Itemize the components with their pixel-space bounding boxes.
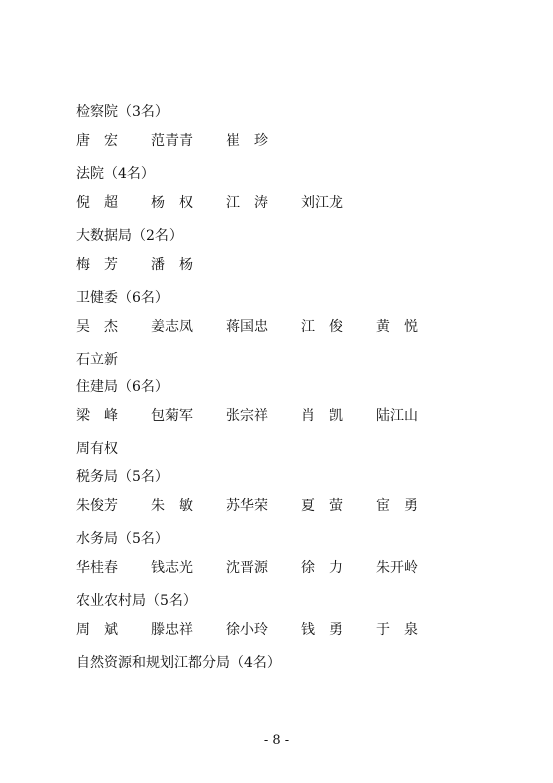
name-list xyxy=(76,559,451,577)
person-name: 于 泉 xyxy=(376,622,418,638)
name-row xyxy=(76,318,451,336)
person-name: 朱 敏 xyxy=(151,498,193,514)
section-shuiwuju-water xyxy=(76,530,451,592)
person-name: 蒋国忠 xyxy=(226,319,268,335)
name-list xyxy=(76,497,451,515)
person-name: 周 斌 xyxy=(76,622,118,638)
person-name: 苏华荣 xyxy=(226,498,268,514)
person-name: 朱开岭 xyxy=(376,560,418,576)
person-name: 潘 杨 xyxy=(151,257,193,273)
name-row xyxy=(76,194,376,212)
person-name: 杨 权 xyxy=(151,195,193,211)
person-name: 石立新 xyxy=(76,352,118,368)
section-weijianwei xyxy=(76,289,451,384)
person-name: 范青青 xyxy=(151,133,193,149)
person-name: 姜志凤 xyxy=(151,319,193,335)
name-row xyxy=(76,440,451,458)
name-row xyxy=(76,256,226,274)
section-fayuan xyxy=(76,165,376,227)
name-list xyxy=(76,318,451,369)
section-heading: 自然资源和规划江都分局（4名） xyxy=(76,655,281,671)
name-row xyxy=(76,132,301,150)
name-list xyxy=(76,132,301,150)
person-name: 华桂春 xyxy=(76,560,118,576)
section-ziranziyuan xyxy=(76,654,281,672)
person-name: 崔 珍 xyxy=(226,133,268,149)
person-name: 张宗祥 xyxy=(226,408,268,424)
person-name: 包菊军 xyxy=(151,408,193,424)
person-name: 徐小玲 xyxy=(226,622,268,638)
name-list xyxy=(76,194,376,212)
person-name: 江 俊 xyxy=(301,319,343,335)
section-nongyenongcunju xyxy=(76,592,451,654)
section-heading: 水务局（5名） xyxy=(76,531,169,547)
person-name: 倪 超 xyxy=(76,195,118,211)
person-name: 夏 萤 xyxy=(301,498,343,514)
name-list xyxy=(76,256,226,274)
person-name: 滕忠祥 xyxy=(151,622,193,638)
person-name: 徐 力 xyxy=(301,560,343,576)
person-name: 黄 悦 xyxy=(376,319,418,335)
name-row xyxy=(76,497,451,515)
person-name: 周有权 xyxy=(76,441,118,457)
person-name: 梅 芳 xyxy=(76,257,118,273)
name-row xyxy=(76,407,451,425)
person-name: 梁 峰 xyxy=(76,408,118,424)
person-name: 宦 勇 xyxy=(376,498,418,514)
section-heading: 检察院（3名） xyxy=(76,104,169,120)
section-heading: 大数据局（2名） xyxy=(76,228,183,244)
person-name: 朱俊芳 xyxy=(76,498,118,514)
person-name: 陆江山 xyxy=(376,408,418,424)
name-row xyxy=(76,621,451,639)
person-name: 肖 凯 xyxy=(301,408,343,424)
person-name: 沈晋源 xyxy=(226,560,268,576)
name-row xyxy=(76,559,451,577)
name-list xyxy=(76,407,451,458)
page-number: - 8 - xyxy=(263,733,290,748)
person-name: 江 涛 xyxy=(226,195,268,211)
person-name: 唐 宏 xyxy=(76,133,118,149)
person-name: 钱 勇 xyxy=(301,622,343,638)
section-dashujuju xyxy=(76,227,226,289)
section-zhujianju xyxy=(76,378,451,473)
section-heading: 法院（4名） xyxy=(76,166,155,182)
section-heading: 农业农村局（5名） xyxy=(76,593,197,609)
person-name: 刘江龙 xyxy=(301,195,343,211)
section-heading: 卫健委（6名） xyxy=(76,290,169,306)
person-name: 吴 杰 xyxy=(76,319,118,335)
name-row xyxy=(76,351,451,369)
name-list xyxy=(76,621,451,639)
person-name: 钱志光 xyxy=(151,560,193,576)
section-heading: 税务局（5名） xyxy=(76,469,169,485)
section-heading: 住建局（6名） xyxy=(76,379,169,395)
section-jianchayuan xyxy=(76,103,301,165)
section-shuiwuju-tax xyxy=(76,468,451,530)
